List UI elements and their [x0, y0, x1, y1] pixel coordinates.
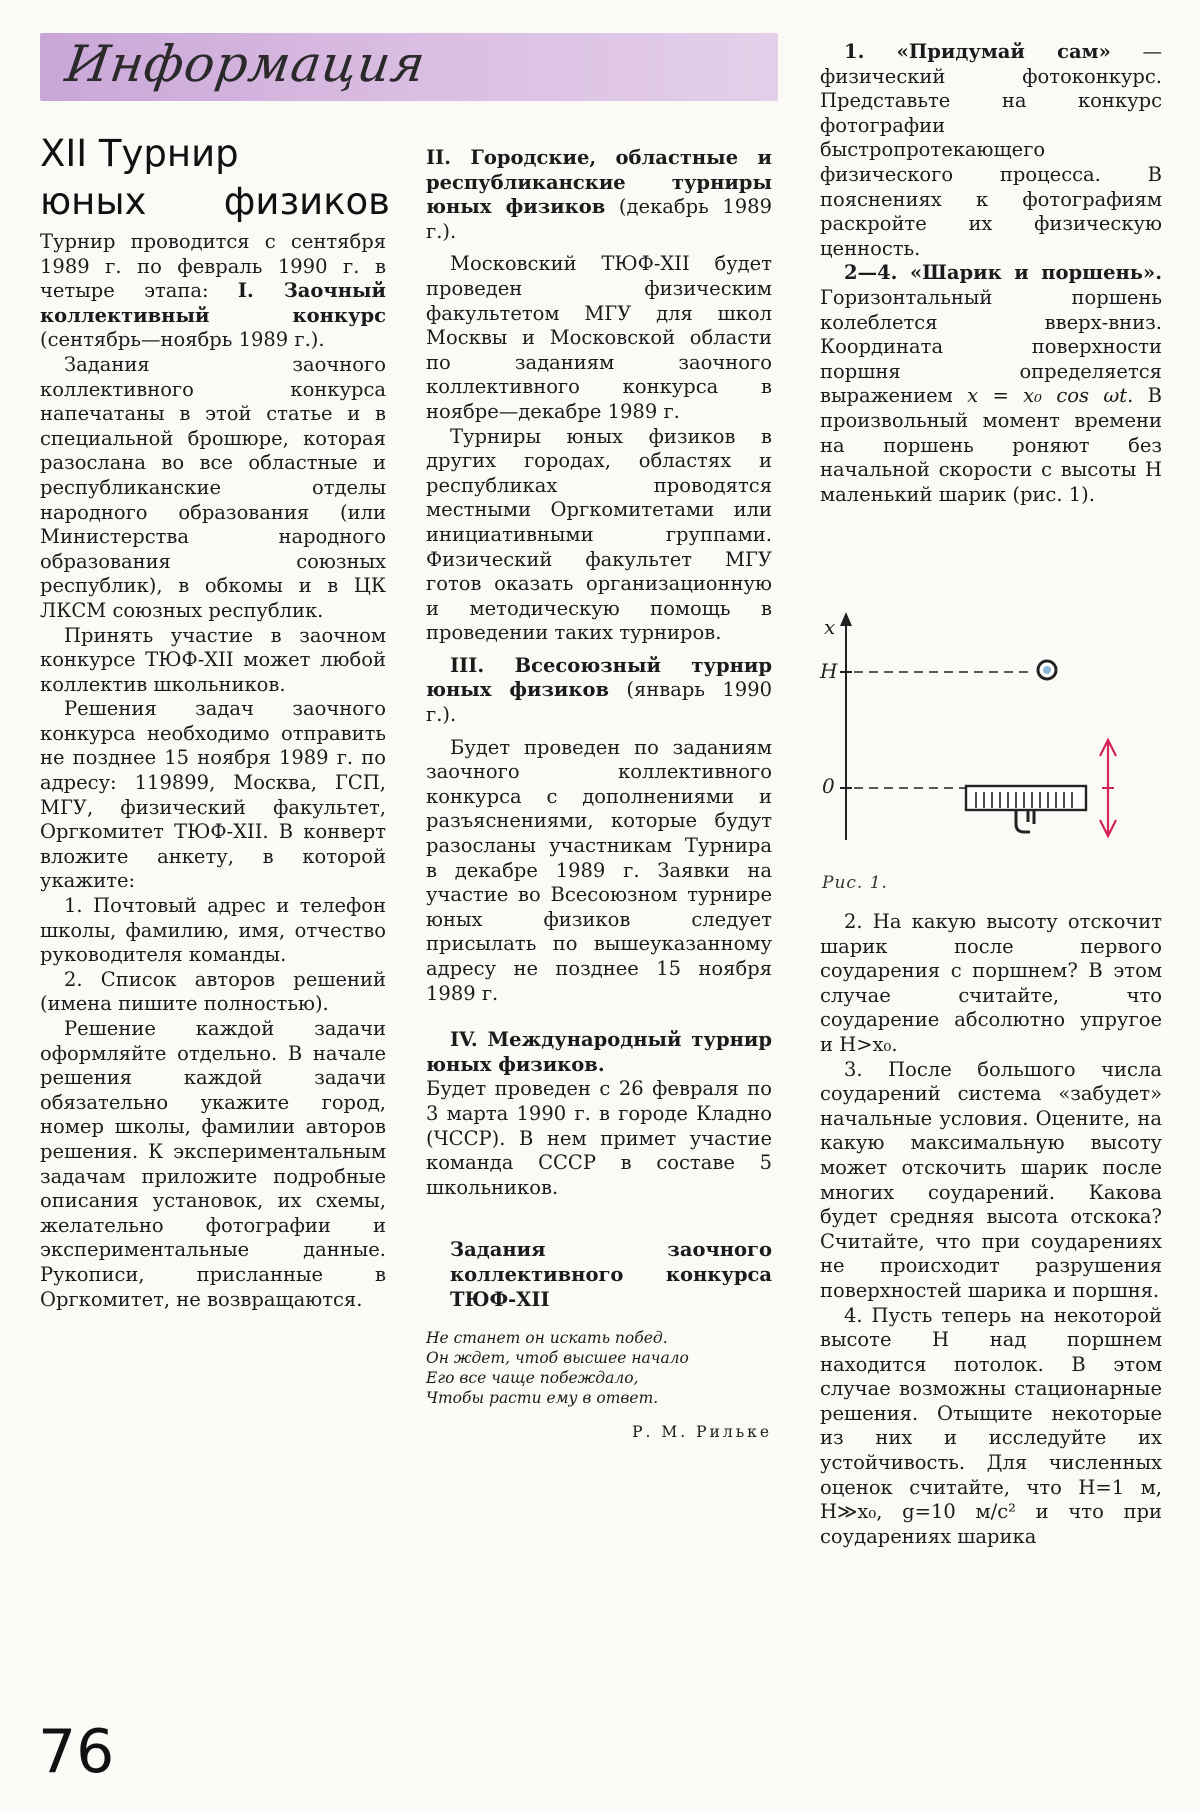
- column-3-bottom: [820, 910, 1162, 1549]
- axis-label-x: x: [824, 615, 836, 639]
- ball-highlight: [1043, 666, 1051, 674]
- paragraph: Принять участие в заочном конкурсе ТЮФ-XII может любой коллектив школьников.: [40, 623, 386, 696]
- tasks-heading: Задания заочного коллективного конкурса ТЮФ-XII: [450, 1238, 772, 1311]
- stage-2-heading: II. Городские, областные и республиканские турниры юных физиков (декабрь 1989 г.).: [426, 146, 772, 243]
- paragraph: Турнир проводится с сентября 1989 г. по февраль 1990 г. в четыре этапа: I. Заочный коллективный конкурс (сентябрь—ноябрь 1989 г.).: [40, 230, 386, 352]
- title-line-1: XII Турнир: [40, 132, 239, 175]
- paragraph: Будет проведен с 26 февраля по 3 марта 1990 г. в городе Кладно (ЧССР). В нем примет участие команда СССР в составе 5 школьников.: [426, 1077, 772, 1199]
- epigraph-line: Он ждет, чтоб высшее начало: [426, 1349, 689, 1368]
- section-banner-text: Информация: [61, 35, 430, 93]
- paragraph: Будет проведен по заданиям заочного коллективного конкурса с дополнениями и разъяснениями, которые будут разосланы участникам Турнира в декабре 1989 г. Заявки на участие во Всесоюзном турнире юных физиков следует присылать по вышеуказанному адресу не позднее 15 ноября 1989 г.: [426, 735, 772, 1005]
- title-word-2: физиков: [223, 180, 390, 223]
- title-line-2: [40, 178, 390, 226]
- title-word-1: юных: [40, 180, 147, 223]
- paragraph: Решения задач заочного конкурса необходимо отправить не позднее 15 ноября 1989 г. по адресу: 119899, Москва, ГСП, МГУ, физический факультет, Оргкомитет ТЮФ-XII. В конверт вложите анкету, в которой укажите:: [40, 697, 386, 893]
- stage-3-heading: III. Всесоюзный турнир юных физиков (январь 1990 г.).: [426, 653, 773, 727]
- label-zero: 0: [822, 774, 835, 798]
- page-number: 76: [38, 1717, 115, 1787]
- epigraph-line: Не станет он искать побед.: [426, 1329, 668, 1348]
- epigraph-line: Чтобы расти ему в ответ.: [426, 1389, 659, 1408]
- paragraph: Московский ТЮФ-XII будет проведен физическим факультетом МГУ для школ Москвы и Московской области по заданиям заочного коллективного конкурса в ноябре—декабре 1989 г.: [426, 252, 772, 423]
- question-4: 4. Пусть теперь на некоторой высоте H над поршнем находится потолок. В этом случае возможны стационарные решения. Отыщите некоторые из них и исследуйте их устойчивость. Для численных оценок считайте, что H=1 м, H≫x₀, g=10 м/с² и что при соударениях шарика: [820, 1303, 1162, 1548]
- question-2: 2. На какую высоту отскочит шарик после первого соударения с поршнем? В этом случае считайте, что соударение абсолютно упругое и H>x₀.: [820, 910, 1162, 1056]
- column-2: [426, 146, 772, 1445]
- stage-1-heading: I. Заочный коллективный конкурс: [40, 279, 386, 327]
- figure-caption: Рис. 1.: [822, 873, 888, 893]
- formula: x = x₀ cos ωt: [967, 384, 1128, 408]
- task-1: 1. «Придумай сам» — физический фотоконкурс. Представьте на конкурс фотографии быстропротекающего физического процесса. В пояснениях к фотографиям раскройте их физическую ценность.: [820, 40, 1162, 260]
- paragraph: Турниры юных физиков в других городах, областях и республиках проводятся местными Оргкомитетами или инициативными группами. Физический факультет МГУ готов оказать организационную и методическую помощь в проведении таких турниров.: [426, 424, 772, 645]
- piston-stem: [1016, 810, 1034, 832]
- column-3-top: [820, 40, 1162, 507]
- task-2-4-intro: 2—4. «Шарик и поршень». Горизонтальный поршень колеблется вверх-вниз. Координата поверхности поршня определяется выражением x = x₀ cos ωt. В произвольный момент времени на поршень роняют без начальной скорости с высоты H маленький шарик (рис. 1).: [820, 261, 1162, 506]
- figure-piston-ball: [816, 612, 1176, 912]
- article-title: [40, 130, 390, 226]
- paragraph: Задания заочного коллективного конкурса напечатаны в этой статье и в специальной брошюре, которая разослана во все областные и республиканские отделы народного образования (или Министерства народного образования союзных республик), в обкомы и в ЦК ЛКСМ союзных республик.: [40, 352, 386, 622]
- axis-arrow-icon: [840, 612, 852, 626]
- label-h: H: [820, 659, 838, 683]
- paragraph: Решение каждой задачи оформляйте отдельно. В начале решения каждой задачи обязательно укажите город, номер школы, фамилии авторов решения. К экспериментальным задачам приложите подробные описания установок, их схемы, желательно фотографии и экспериментальные данные. Рукописи, присланные в Оргкомитет, не возвращаются.: [40, 1017, 386, 1311]
- epigraph: [426, 1328, 772, 1445]
- epigraph-line: Его все чаще побеждало,: [426, 1369, 639, 1388]
- epigraph-author: Р. М. Рильке: [632, 1423, 772, 1442]
- question-3: 3. После большого числа соударений система «забудет» начальные условия. Оцените, на какую максимальную высоту может отскочить шарик после многих соударений. Какова будет средняя высота отскока? Считайте, что при соударениях не происходит разрушения поверхностей шарика и поршня.: [820, 1057, 1162, 1302]
- list-item: 1. Почтовый адрес и телефон школы, фамилию, имя, отчество руководителя команды.: [40, 894, 386, 967]
- stage-4-heading: IV. Международный турнир юных физиков.: [426, 1028, 772, 1076]
- list-item: 2. Список авторов решений (имена пишите полностью).: [40, 967, 386, 1016]
- section-banner: [40, 33, 778, 101]
- column-1: [40, 230, 386, 1312]
